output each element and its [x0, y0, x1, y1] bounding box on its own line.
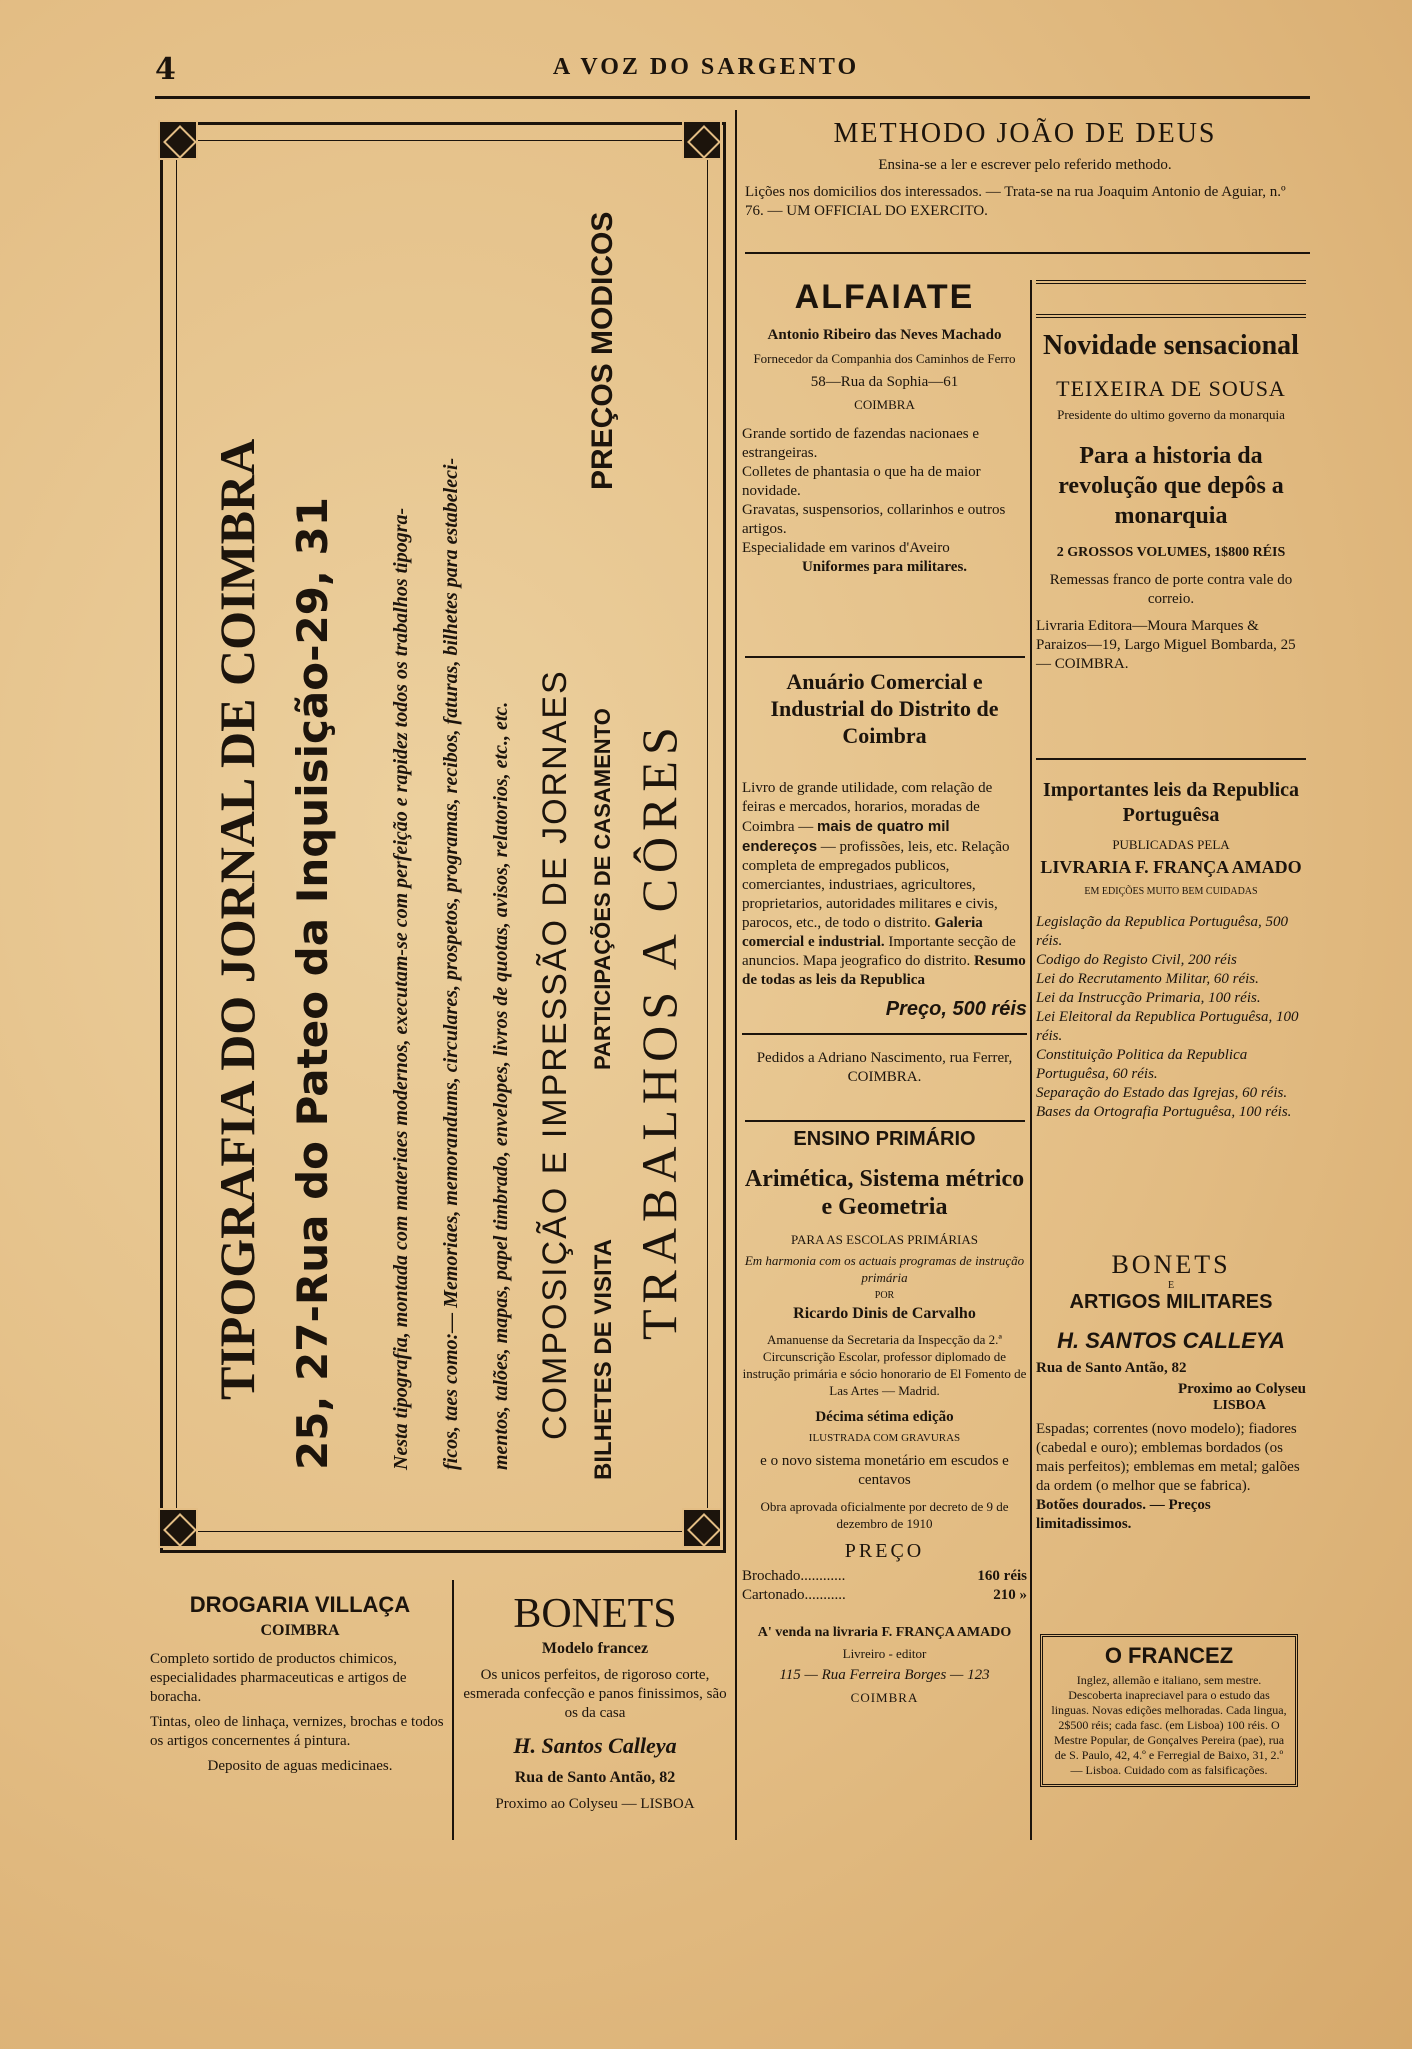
leis-ad	[1036, 778, 1306, 1122]
bonets-subtitle: Modelo francez	[541, 1640, 649, 1657]
alfaiate-text-3: Gravatas, suspensorios, collarinhos e outros artigos.	[742, 502, 1006, 537]
ornament-corner-tr	[682, 120, 722, 160]
anuario-bold: mais de quatro mil endereços	[742, 818, 950, 855]
alfaiate-text-5: Uniformes para militares.	[801, 559, 968, 575]
typo-ad-text-2: ficos, taes como:— Memoriaes, memorandums, circulares, prospetos, programas, recibos, faturas, bilhetes para estabeleci-	[440, 457, 462, 1470]
drogaria-text-3: Deposito de aguas medicinaes.	[207, 1758, 393, 1774]
francez-ad	[1040, 1634, 1298, 1787]
column-divider	[735, 110, 737, 1840]
ensino-price-label-1: Brochado............	[742, 1568, 846, 1584]
methodo-text-1: Ensina-se a ler e escrever pelo referido methodo.	[878, 157, 1172, 173]
methodo-ad	[745, 118, 1305, 221]
ensino-price-value-1: 160 réis	[977, 1568, 1027, 1584]
alfaiate-text-4: Especialidade em varinos d'Aveiro	[742, 540, 950, 556]
bonets-right-city: LISBOA	[1213, 1398, 1266, 1413]
alfaiate-title: ALFAIATE	[794, 278, 975, 316]
ensino-price-row-2	[742, 1586, 1027, 1605]
bonets-address-2: Proximo ao Colyseu — LISBOA	[495, 1796, 695, 1812]
anuario-price: Preço, 500 réis	[885, 998, 1027, 1020]
anuario-text-3: Importante secção de anuncios. Mapa jeografico do distrito.	[742, 934, 1016, 969]
typo-ad-composition: COMPOSIÇÃO E IMPRESSÃO DE JORNAES	[536, 669, 574, 1440]
ensino-price-label-2: Cartonado...........	[742, 1587, 846, 1603]
drogaria-title: DROGARIA VILLAÇA	[189, 1592, 411, 1617]
bonets-text: Os unicos perfeitos, de rigoroso corte, esmerada confecção e panos finissimos, são os da casa	[463, 1667, 727, 1721]
bonets-address: Rua de Santo Antão, 82	[514, 1769, 676, 1786]
novidade-role: Presidente do ultimo governo da monarquia	[1057, 407, 1285, 422]
novidade-author: TEIXEIRA DE SOUSA	[1056, 376, 1286, 401]
bonets-right-title: BONETS	[1111, 1250, 1231, 1279]
typo-ad-address: 25, 27-Rua do Pateo da Inquisição-29, 31	[288, 497, 337, 1470]
novidade-text-1: Remessas franco de porte contra vale do correio.	[1049, 572, 1293, 607]
leis-list	[1036, 913, 1306, 1122]
drogaria-city: COIMBRA	[260, 1622, 340, 1639]
bonets-right-near: Proximo ao Colyseu	[1177, 1381, 1306, 1397]
leis-item: Legislação da Republica Portuguêsa, 500 réis.	[1036, 914, 1289, 949]
drogaria-text-2: Tintas, oleo de linhaça, vernizes, brochas e todos os artigos concernentes á pintura.	[150, 1714, 444, 1749]
bonets-firm: H. Santos Calleya	[513, 1733, 677, 1758]
ensino-price-value-2: 210 »	[993, 1587, 1027, 1603]
anuario-gallery: Galeria comercial e industrial.	[742, 915, 983, 950]
alfaiate-supplier: Fornecedor da Companhia dos Caminhos de Ferro	[753, 351, 1016, 366]
alfaiate-text-1: Grande sortido de fazendas nacionaes e estrangeiras.	[742, 426, 979, 461]
ensino-publisher: Livreiro - editor	[842, 1646, 927, 1661]
anuario-text-2: — profissões, leis, etc. Relação completa de empregados publicos, comerciantes, industriaes, agricultores, proprietarios, autoridades militares e civis, parocos, etc., de todo o distrito.	[742, 839, 1010, 931]
drogaria-ad	[150, 1592, 450, 1776]
francez-text: Inglez, allemão e italiano, sem mestre. Descoberta inapreciavel para o estudo das linguas. Novas edições melhoradas. Cada lingua, 2$500 réis; cada fasc. (em Lisboa) 100 réis. O Mestre Popular, de Gonçalves Pereira (pae), rua de S. Paulo, 42, 4.º e Ferregial de Baixo, 31, 2.º — Lisboa. Cuidado com as falsificações.	[1051, 1673, 1287, 1777]
bonets-right-address: Rua de Santo Antão, 82	[1036, 1360, 1187, 1376]
page-header	[0, 52, 1412, 92]
typo-ad-prices: PREÇOS MODICOS	[586, 211, 619, 490]
anuario-rule	[745, 1120, 1025, 1122]
anuario-text-1: Livro de grande utilidade, com relação de feiras e mercados, horarios, moradas de Coimbra —	[742, 780, 993, 835]
bonets-right-ad	[1036, 1250, 1306, 1534]
methodo-rule	[745, 252, 1310, 254]
ensino-price-title: PREÇO	[844, 1540, 925, 1562]
novidade-ad	[1036, 280, 1306, 674]
typo-ad-text-3: mentos, talões, mapas, papel timbrado, envelopes, livros de quotas, avisos, relatorios, etc., etc.	[490, 701, 512, 1470]
ornament-corner-bl	[158, 1508, 198, 1548]
leis-item: Separação do Estado das Igrejas, 60 réis.	[1036, 1085, 1288, 1101]
ensino-schools: PARA AS ESCOLAS PRIMÁRIAS	[790, 1232, 978, 1247]
typo-ad-text-1: Nesta tipografia, montada com materiaes modernos, executam-se com perfeição e rapidez todos os trabalhos tipogra-	[390, 507, 412, 1470]
leis-item: Codigo do Registo Civil, 200 réis	[1036, 952, 1237, 968]
leis-item: Lei Eleitoral da Republica Portuguêsa, 100 réis.	[1036, 1009, 1299, 1044]
ensino-programs: Em harmonia com os actuais programas de instrução primária	[744, 1253, 1025, 1285]
bonets-left-ad	[460, 1590, 730, 1814]
ensino-address: 115 — Rua Ferreira Borges — 123	[779, 1667, 990, 1683]
ensino-price-row-1	[742, 1567, 1027, 1586]
novidade-book: Para a historia da revolução que depôs a monarquia	[1058, 443, 1284, 529]
alfaiate-city: COIMBRA	[854, 397, 915, 412]
ornament-band	[1036, 280, 1306, 318]
leis-item: Bases da Ortografia Portuguêsa, 100 réis.	[1036, 1104, 1292, 1120]
header-rule	[155, 96, 1310, 99]
newspaper-title: A VOZ DO SARGENTO	[552, 54, 860, 80]
ensino-city: COIMBRA	[850, 1690, 919, 1705]
bonets-right-e: E	[1167, 1280, 1175, 1291]
ensino-por: POR	[874, 1290, 895, 1301]
ensino-system: e o novo sistema monetário em escudos e centavos	[760, 1453, 1009, 1488]
ensino-sale: A' venda na livraria F. FRANÇA AMADO	[757, 1625, 1012, 1640]
leis-published: PUBLICADAS PELA	[1112, 837, 1230, 852]
alfaiate-name: Antonio Ribeiro das Neves Machado	[767, 327, 1002, 343]
column-divider-2	[1030, 280, 1032, 1840]
bonets-right-firm: H. SANTOS CALLEYA	[1057, 1328, 1285, 1353]
typo-ad-colour-work: TRABALHOS A CÔRES	[631, 721, 687, 1340]
alfaiate-street: 58—Rua da Sophia—61	[810, 374, 959, 390]
typo-ad-cards: BILHETES DE VISITA	[590, 1239, 617, 1480]
leis-item: Constituição Politica da Republica Portuguêsa, 60 réis.	[1036, 1047, 1248, 1082]
ensino-title: ENSINO PRIMÁRIO	[793, 1128, 976, 1150]
ensino-approved: Obra aprovada oficialmente por decreto de 9 de dezembro de 1910	[760, 1499, 1009, 1531]
alfaiate-rule	[745, 656, 1025, 658]
methodo-title: METHODO JOÃO DE DEUS	[833, 118, 1217, 149]
leis-title: Importantes leis da Republica Portuguêsa	[1042, 779, 1300, 826]
bonets-title: BONETS	[513, 1591, 677, 1637]
ensino-ad	[742, 1128, 1027, 1706]
ornament-corner-tl	[158, 120, 198, 160]
anuario-summary: Resumo de todas as leis da Republica	[742, 953, 1026, 988]
alfaiate-ad	[742, 278, 1027, 577]
ensino-illustrated: ILUSTRADA COM GRAVURAS	[808, 1432, 961, 1444]
novidade-text-2: Livraria Editora—Moura Marques & Paraizos—19, Largo Miguel Bombarda, 25 — COIMBRA.	[1036, 618, 1296, 672]
novidade-rule	[1036, 758, 1306, 760]
typo-ad-wedding: PARTICIPAÇÕES DE CASAMENTO	[590, 708, 615, 1070]
leis-item: Lei da Instrucção Primaria, 100 réis.	[1036, 990, 1261, 1006]
leis-item: Lei do Recrutamento Militar, 60 réis.	[1036, 971, 1259, 987]
ornament-corner-br	[682, 1508, 722, 1548]
anuario-ad	[742, 668, 1027, 1087]
bonets-right-text: Espadas; correntes (novo modelo); fiadores (cabedal e ouro); emblemas bordados (os mais perfeitos); emblemas em metal; galões da ordem (o melhor que se fabrica).	[1036, 1421, 1300, 1494]
drogaria-text-1: Completo sortido de productos chimicos, especialidades pharmaceuticas e artigos de boracha.	[150, 1651, 407, 1705]
ensino-edition: Décima sétima edição	[815, 1409, 954, 1425]
bonets-right-subtitle: ARTIGOS MILITARES	[1069, 1291, 1273, 1313]
francez-title: O FRANCEZ	[1104, 1643, 1234, 1668]
anuario-order: Pedidos a Adriano Nascimento, rua Ferrer, COIMBRA.	[756, 1050, 1013, 1085]
ensino-heading: Arimética, Sistema métrico e Geometria	[744, 1166, 1025, 1220]
alfaiate-text-2: Colletes de phantasia o que ha de maior novidade.	[742, 464, 981, 499]
page-number: 4	[155, 52, 176, 87]
methodo-text-2: Lições nos domicilios dos interessados. — Trata-se na rua Joaquim Antonio de Aguiar, n.º 76. — UM OFFICIAL DO EXERCITO.	[745, 184, 1286, 219]
anuario-title: Anuário Comercial e Industrial do Distrito de Coimbra	[770, 669, 999, 748]
leis-editions: EM EDIÇÕES MUITO BEM CUIDADAS	[1084, 886, 1258, 897]
ad-divider	[452, 1580, 454, 1840]
leis-publisher: LIVRARIA F. FRANÇA AMADO	[1040, 857, 1302, 877]
novidade-title: Novidade sensacional	[1043, 330, 1299, 361]
ensino-author: Ricardo Dinis de Carvalho	[793, 1305, 976, 1322]
bonets-right-tail: Botões dourados. — Preços limitadissimos.	[1036, 1497, 1211, 1532]
typo-ad-title: TIPOGRAFIA DO JORNAL DE COIMBRA	[209, 438, 265, 1400]
novidade-volumes: 2 GROSSOS VOLUMES, 1$800 RÉIS	[1056, 545, 1286, 560]
anuario-text	[742, 779, 1027, 990]
ensino-credentials: Amanuense da Secretaria da Inspecção da 2.ª Circunscrição Escolar, professor diplomado de instrução primária e sócio honorario de El Fomento de Las Artes — Madrid.	[742, 1332, 1027, 1398]
